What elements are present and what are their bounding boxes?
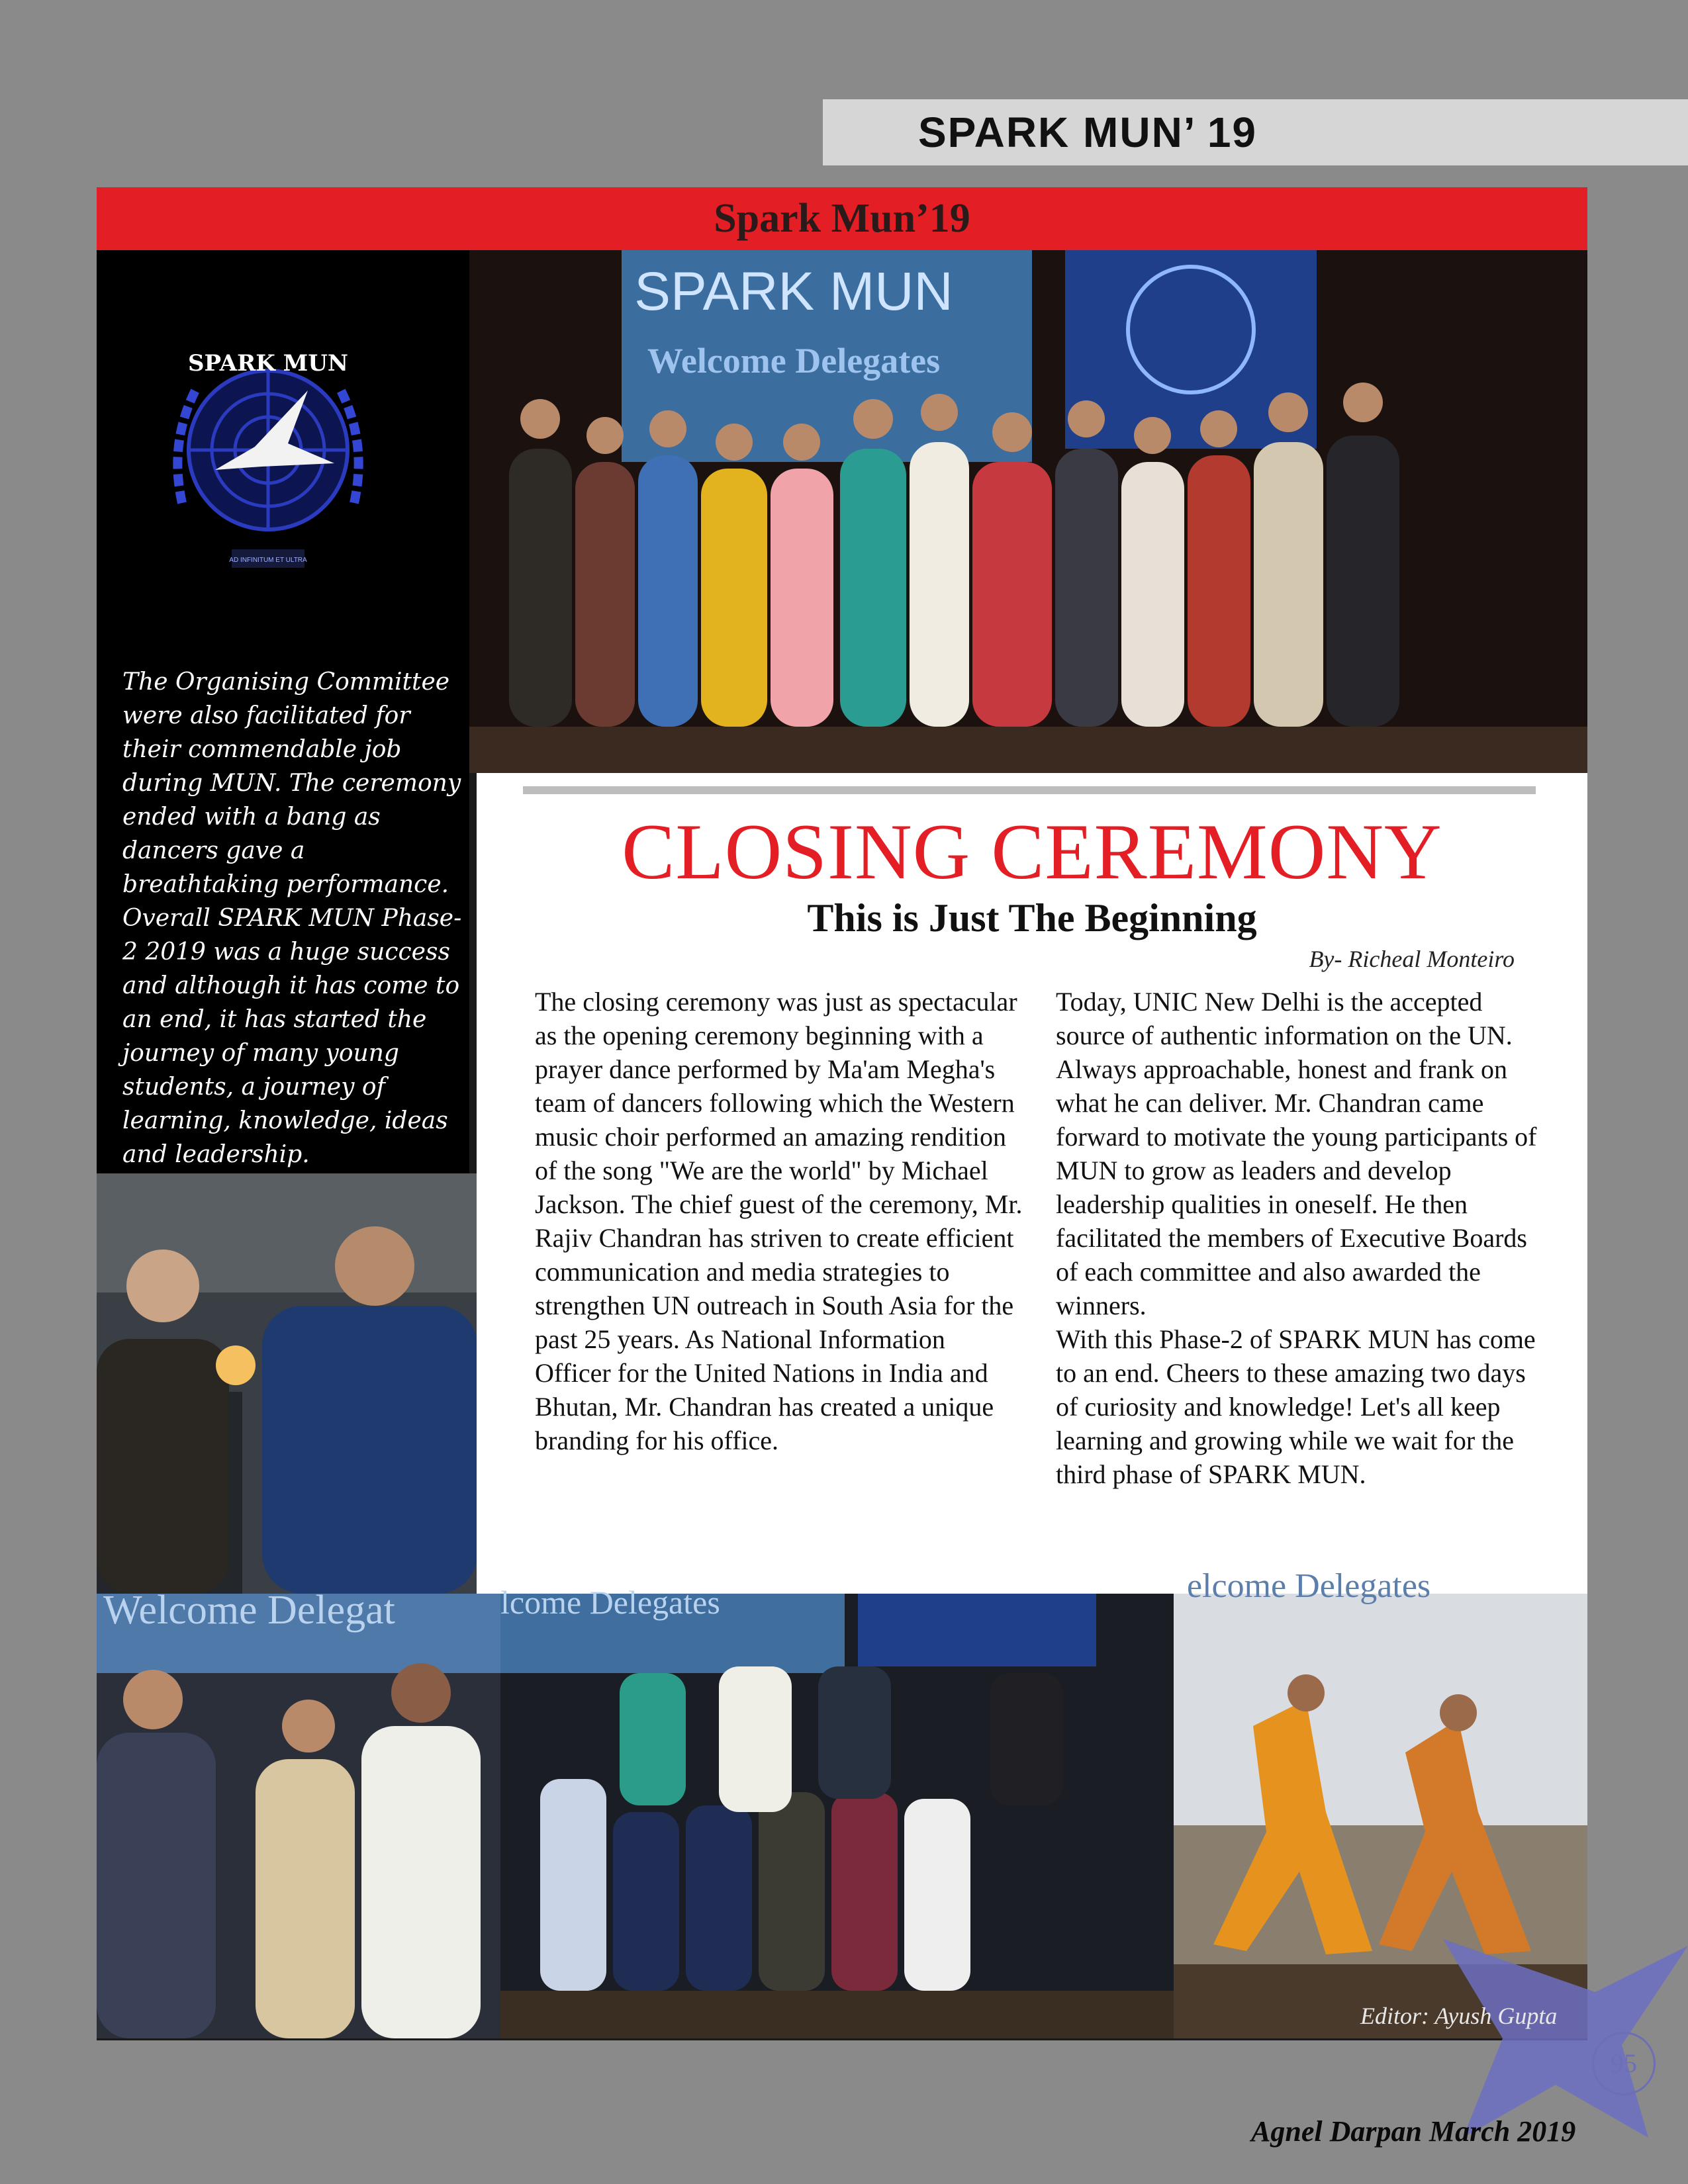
article-paragraph: With this Phase-2 of SPARK MUN has come to an end. Cheers to these amazing two days of curiosity and knowledge! Let's all keep learning and growing while we wait for the third phase of SPARK MUN.	[1056, 1324, 1536, 1489]
section-band	[97, 187, 1587, 250]
article-paragraph: The closing ceremony was just as spectacular as the opening ceremony beginning with a prayer dance performed by Ma'am Megha's team of dancers following which the Western music choir performed an amazing rendition of the song "We are the world" by Michael Jackson. The chief guest of the ceremony, Mr. Rajiv Chandran has striven to create efficient communication and media strategies to strengthen UN outreach in South Asia for the past 25 years. As National Information Officer for the United Nations in India and Bhutan, Mr. Chandran has created a unique branding for his office.	[535, 987, 1023, 1455]
article-paragraph: Today, UNIC New Delhi is the accepted source of authentic information on the UN. Always approachable, honest and frank on what he can deliver. Mr. Chandran came forward to motivate the young participants of MUN to grow as leaders and develop leadership qualities in oneself. He then facilitated the members of Executive Boards of each committee and also awarded the winners.	[1056, 987, 1537, 1320]
stage-screen-title: SPARK MUN	[634, 261, 953, 322]
editor-credit: Editor: Ayush Gupta	[1360, 2003, 1558, 2029]
page-number: 95	[1592, 2032, 1656, 2095]
award-photo-auditorium	[97, 1173, 477, 1594]
banner-text: Welcome Delegat	[103, 1588, 395, 1633]
banner-text: elcome Delegates	[1187, 1567, 1431, 1605]
article-subhead: This is Just The Beginning	[807, 896, 1257, 940]
logo-motto: AD INFINITUM ET ULTRA	[229, 557, 307, 564]
article-column-2	[1056, 985, 1546, 1491]
header-bar	[823, 99, 1688, 165]
article-column-1	[535, 985, 1025, 1457]
footer-publication: Agnel Darpan March 2019	[1251, 2115, 1576, 2148]
spark-mun-logo	[156, 331, 381, 609]
decorative-star-icon	[1443, 1939, 1688, 2138]
banner-text: lcome Delegates	[500, 1584, 720, 1621]
article-byline: By- Richeal Monteiro	[1309, 946, 1515, 972]
delegates-group-photo	[500, 1584, 1174, 2038]
group-photo-stage	[469, 250, 1587, 773]
award-photo-stage	[97, 1588, 500, 2038]
header-title: SPARK MUN’ 19	[917, 109, 1258, 156]
article-headline: CLOSING CEREMONY	[622, 807, 1442, 895]
section-title: Spark Mun’19	[714, 196, 970, 241]
article-rule	[523, 786, 1536, 794]
logo-text: SPARK MUN	[187, 350, 349, 377]
intro-paragraph: The Organising Committee were also facilitated for their commendable job during MUN. The ceremony ended with a bang as dancers gave a breathtaking performance. Overall SPARK MUN Phase-2 2019 was a huge success and although it has come to an end, it has started the journey of many young students, a journey of learning, knowledge, ideas and leadership.	[122, 668, 462, 1168]
stage-screen-subtitle: Welcome Delegates	[647, 341, 941, 381]
article	[477, 773, 1587, 1594]
